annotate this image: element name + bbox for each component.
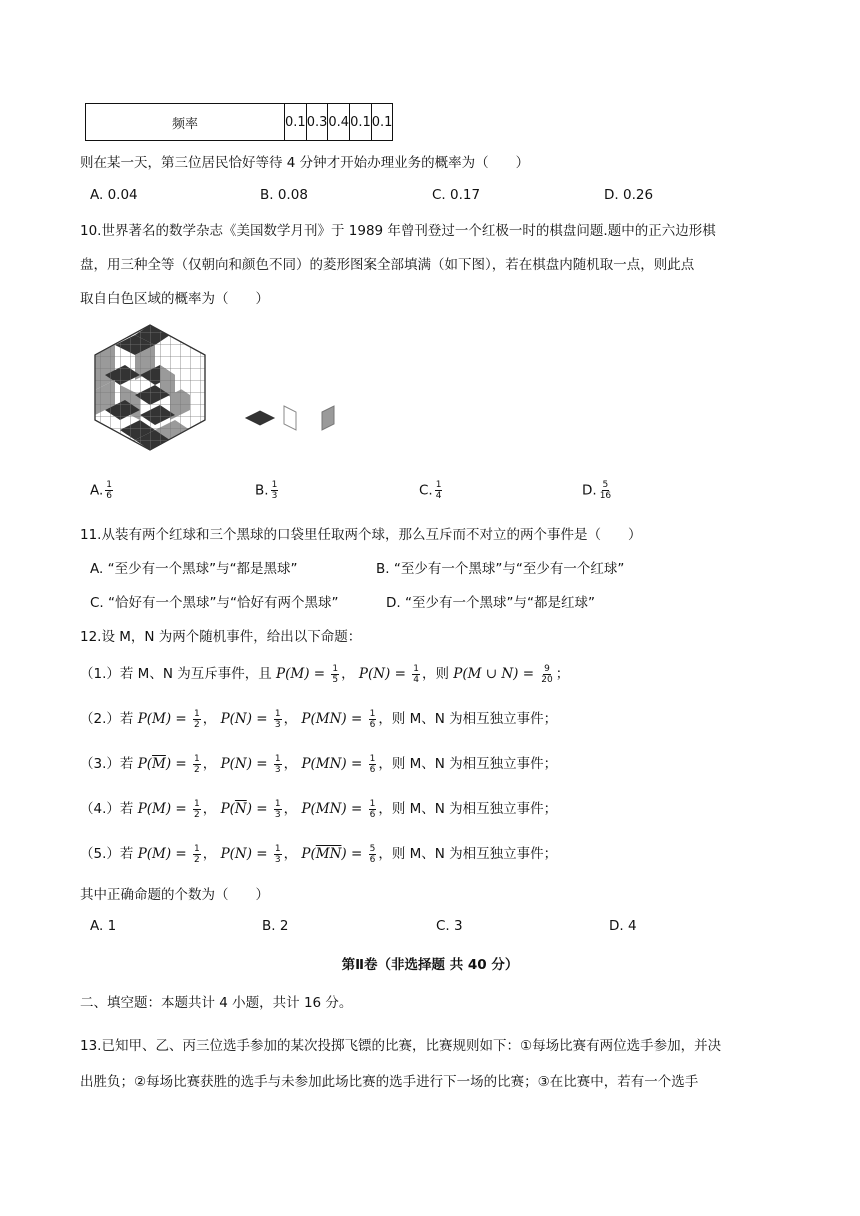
q9-option-a: A. 0.04 (90, 187, 138, 203)
q9-option-c: C. 0.17 (432, 187, 481, 203)
q11-option-a: A. “至少有一个黑球”与“都是黑球” (90, 561, 298, 577)
q10-line-3: 取自白色区域的概率为（ ） (80, 291, 269, 307)
q10-option-c: C. $\frac{1}{4}$ (419, 480, 442, 501)
q10-option-b: B. $\frac{1}{3}$ (255, 480, 278, 501)
q10-option-d: D. $\frac{5}{16}$ (582, 480, 612, 501)
q11-option-b: B. “至少有一个黑球”与“至少有一个红球” (376, 561, 625, 577)
q13-line-1: 13.已知甲、乙、丙三位选手参加的某次投掷飞镖的比赛，比赛规则如下：①每场比赛有两位选手参加，并决 (80, 1038, 722, 1054)
rhombus-pieces-figure (244, 402, 344, 432)
q9-stem: 则在某一天，第三位居民恰好等待 4 分钟才开始办理业务的概率为（ ） (80, 155, 530, 171)
q13-line-2: 出胜负；②每场比赛获胜的选手与未参加此场比赛的选手进行下一场的比赛；③在比赛中，若有一个选手 (80, 1074, 699, 1090)
q12-proposition-3: （3.）若 $P(\overline{M})$ = $\frac{1}{2}$ ， P(N) = $\frac{1}{3}$ ， P(MN) = $\frac{1}{6}$ ，则 M、N 为相互独立事件； (80, 753, 558, 775)
q12-proposition-4: （4.）若 P(M) = $\frac{1}{2}$ ， $P(\overline{N})$ = $\frac{1}{3}$ ， P(MN) = $\frac{1}{6}$ ，则 M、N 为相互独立事件； (80, 798, 558, 820)
q12-option-b: B. 2 (262, 918, 289, 934)
q9-option-d: D. 0.26 (604, 187, 654, 203)
section-heading: 二、填空题：本题共计 4 小题，共计 16 分。 (80, 995, 353, 1011)
q10-option-a: A. $\frac{1}{6}$ (90, 480, 113, 501)
hexagon-board-figure (80, 320, 220, 455)
q9-option-b: B. 0.08 (260, 187, 308, 203)
section-title: 第Ⅱ卷（非选择题 共 40 分） (341, 957, 519, 973)
table-label: 频率 (86, 104, 285, 141)
q12-option-c: C. 3 (436, 918, 463, 934)
table-cell: 0.1 (285, 104, 307, 141)
q12-proposition-2: （2.）若 P(M) = $\frac{1}{2}$ ， P(N) = $\frac{1}{3}$ ， P(MN) = $\frac{1}{6}$ ，则 M、N 为相互独立事件； (80, 708, 558, 730)
q11-option-c: C. “恰好有一个黑球”与“恰好有两个黑球” (90, 595, 339, 611)
table-cell: 0.1 (371, 104, 393, 141)
q12-end-question: 其中正确命题的个数为（ ） (80, 887, 269, 903)
q12-option-d: D. 4 (609, 918, 637, 934)
q12-proposition-1: （1.）若 M、N 为互斥事件，且 P(M) = $\frac{1}{5}$ ， P(N) = $\frac{1}{4}$ ，则 P(M ∪ N) = $\frac{9}{20}$ ； (80, 663, 570, 685)
q12-stem: 12.设 M，N 为两个随机事件，给出以下命题： (80, 629, 362, 645)
q10-line-2: 盘，用三种全等（仅朝向和颜色不同）的菱形图案全部填满（如下图），若在棋盘内随机取一点，则此点 (80, 257, 695, 273)
q10-line-1: 10.世界著名的数学杂志《美国数学月刊》于 1989 年曾刊登过一个红极一时的棋盘问题.题中的正六边形棋 (80, 223, 716, 239)
table-cell: 0.3 (306, 104, 328, 141)
table-cell: 0.1 (350, 104, 372, 141)
q12-option-a: A. 1 (90, 918, 117, 934)
q12-proposition-5: （5.）若 P(M) = $\frac{1}{2}$ ， P(N) = $\frac{1}{3}$ ， $P(\overline{MN})$ = $\frac{5}{6}$ ，则 M、N 为相互独立事件； (80, 843, 558, 865)
frequency-table (85, 103, 393, 141)
q11-stem: 11.从装有两个红球和三个黑球的口袋里任取两个球，那么互斥而不对立的两个事件是（ ） (80, 527, 642, 543)
table-cell: 0.4 (328, 104, 350, 141)
q11-option-d: D. “至少有一个黑球”与“都是红球” (386, 595, 595, 611)
